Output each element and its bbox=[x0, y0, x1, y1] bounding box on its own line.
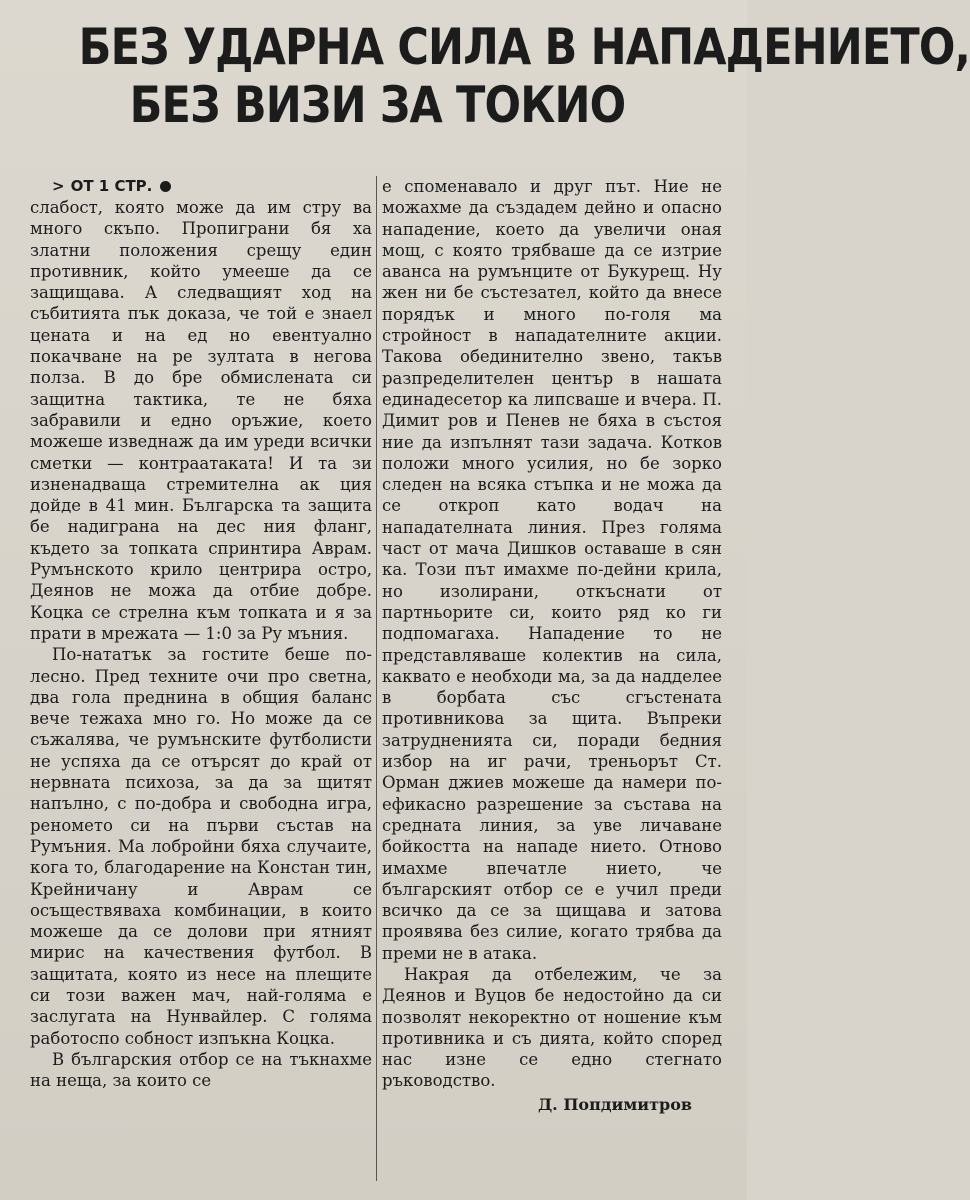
column-divider bbox=[376, 176, 377, 1181]
left-paragraph-2: По-нататък за гостите беше по-лесно. Пред техните очи про светна, два гола преднина в общия баланс вече тежаха мно го. Но може да се съжалява, че румънските футболисти не успяха да се отърсят до край от нервната психоза, за да за щитят напълно, с по-добра и свободна игра, реномето си на първи състав на Румъния. Ма лобройни бяха случаите, кога то, благодарение на Констан тин, Крейничану и Аврам се осъществяваха комбинации, в които можеше да се долови при ятният мирис на качествения футбол. В защитата, която из несе на плещите си този важен мач, най-голяма е заслугата на Нунвайлер. С голяма работоспо собност изпъкна Коцка. bbox=[30, 645, 372, 1048]
headline-line-1: БЕЗ УДАРНА СИЛА В НАПАДЕНИЕТО, bbox=[78, 18, 970, 76]
author-signature: Д. Попдимитров bbox=[537, 1094, 692, 1114]
right-paragraph-2: Накрая да отбележим, че за Деянов и Вуцов бе недостойно да си позволят некоректно от ношение към противника и съ дията, който според нас изне се едно стегнато ръководство. bbox=[382, 964, 722, 1091]
headline-line-2: БЕЗ ВИЗИ ЗА ТОКИО bbox=[129, 76, 626, 134]
continuation-label: ОТ 1 СТР. bbox=[70, 177, 153, 195]
headline bbox=[78, 18, 970, 150]
left-paragraph-1: слабост, която може да им стру ва много скъпо. Пропиграни бя ха златни положения срещу един противник, който умееше да се защищава. А следващият ход на събитията пък доказа, че той е знаел цената и на ед но евентуално покачване на ре зултата в негова полза. В до бре обмислената си защитна тактика, те не бяха забравили и едно оръжие, което можеше изведнаж да им уреди всички сметки — контраатаката! И та зи изненадваща стремителна ак ция дойде в 41 мин. Българска та защита бе надиграна на дес ния фланг, където за топката спринтира Аврам. Румънското крило центрира остро, Деянов не можа да отбие добре. Коцка се стрелна към топката и я за прати в мрежата — 1:0 за Ру мъния. bbox=[30, 198, 372, 643]
left-paragraph-3: В българския отбор се на тъкнахме на неща, за които се bbox=[30, 1049, 372, 1091]
bullet-dot-icon bbox=[160, 181, 171, 192]
right-paragraph-1: е споменавало и друг път. Ние не можахме да създадем дейно и опасно нападение, което да увеличи оная мощ, с която трябваше да се изтрие аванса на румънците от Букурещ. Ну жен ни бе състезател, който да внесе порядък и много по-голя ма стройност в нападателните акции. Такова обединително звено, такъв разпределителен център в нашата единадесетор ка липсваше и вчера. П. Димит ров и Пенев не бяха в състоя ние да изпълнят тази задача. Котков положи много усилия, но бе зорко следен на всяка стъпка и не можа да се откроп като водач на нападателната линия. През голяма част от мача Дишков оставаше в сян ка. Този път имахме по-дейни крила, но изолирани, откъснати от партньорите си, които ряд ко ги подпомагаха. Нападение то не представляваше колектив на сила, каквато е необходи ма, за да надделее в борбата със сгъстената противникова за щита. Въпреки затрудненията си, поради бедния избор на иг рачи, треньорът Ст. Орман джиев можеше да намери по-ефикасно разрешение за състава на средната линия, за уве личаване бойкостта на нападе нието. Отново имахме впечатле нието, че българският отбор се е учил преди всичко да се за щищава и затова проявява без силие, когато трябва да преми не в атака. bbox=[382, 177, 722, 963]
arrow-icon: > bbox=[52, 177, 65, 195]
left-column bbox=[30, 176, 372, 1091]
right-column bbox=[382, 176, 722, 1116]
continuation-marker bbox=[52, 176, 372, 197]
